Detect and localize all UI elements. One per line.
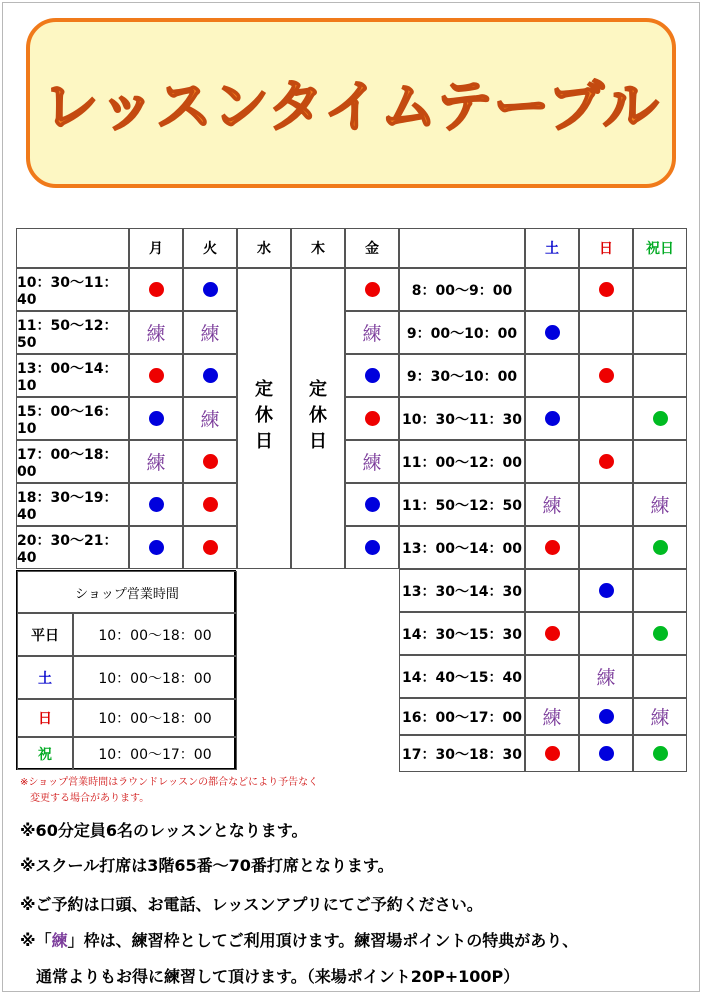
shop-day-label: 日 xyxy=(17,699,73,737)
weekday-slot-cell xyxy=(183,483,237,526)
red-dot-icon xyxy=(599,368,614,383)
header-blank xyxy=(16,228,129,268)
weekend-slot-cell xyxy=(579,569,633,612)
shop-hours-value: 10：00〜18：00 xyxy=(73,613,237,656)
weekend-time-cell: 14：40〜15：40 xyxy=(399,655,525,698)
weekday-slot-cell xyxy=(345,483,399,526)
red-dot-icon xyxy=(203,497,218,512)
shop-day-label: 土 xyxy=(17,656,73,699)
blue-dot-icon xyxy=(365,540,380,555)
closed-label-char: 定 xyxy=(309,379,327,400)
weekday-slot-cell xyxy=(345,526,399,569)
red-dot-icon xyxy=(149,282,164,297)
weekday-slot-cell xyxy=(345,397,399,440)
weekend-slot-cell xyxy=(633,612,687,655)
weekday-time-cell: 13：00〜14：10 xyxy=(16,354,129,397)
green-dot-icon xyxy=(653,626,668,641)
weekend-time-cell: 11：50〜12：50 xyxy=(399,483,525,526)
note-practice xyxy=(20,928,578,951)
practice-mark: 練 xyxy=(146,323,166,345)
weekday-slot-cell xyxy=(345,354,399,397)
note-reservation: ※ご予約は口頭、お電話、レッスンアプリにてご予約ください。 xyxy=(20,895,483,914)
practice-mark: 練 xyxy=(200,323,220,345)
weekday-slot-cell xyxy=(129,268,183,311)
red-dot-icon xyxy=(599,282,614,297)
red-dot-icon xyxy=(545,626,560,641)
closed-thu xyxy=(291,268,345,569)
weekend-time-cell: 14：30〜15：30 xyxy=(399,612,525,655)
weekday-slot-cell xyxy=(345,268,399,311)
weekend-slot-cell xyxy=(579,311,633,354)
header-tue: 火 xyxy=(183,228,237,268)
closed-label-char: 休 xyxy=(309,405,327,426)
weekday-time-cell: 17：00〜18：00 xyxy=(16,440,129,483)
blue-dot-icon xyxy=(149,497,164,512)
shop-hours-value: 10：00〜18：00 xyxy=(73,656,237,699)
weekend-slot-cell xyxy=(633,735,687,772)
practice-mark: 練 xyxy=(362,452,382,474)
weekend-time-cell: 9：30〜10：00 xyxy=(399,354,525,397)
weekend-slot-cell xyxy=(525,569,579,612)
weekend-slot-cell xyxy=(525,440,579,483)
shop-day-label: 祝 xyxy=(17,737,73,770)
weekend-slot-cell xyxy=(633,526,687,569)
closed-label-char: 日 xyxy=(309,431,327,452)
weekend-slot-cell xyxy=(579,268,633,311)
blue-dot-icon xyxy=(599,709,614,724)
weekend-time-cell: 11：00〜12：00 xyxy=(399,440,525,483)
practice-mark: 練 xyxy=(542,707,562,729)
weekend-slot-cell xyxy=(633,268,687,311)
weekend-time-cell: 10：30〜11：30 xyxy=(399,397,525,440)
weekend-slot-cell xyxy=(525,268,579,311)
closed-wed xyxy=(237,268,291,569)
green-dot-icon xyxy=(653,411,668,426)
weekend-slot-cell xyxy=(633,311,687,354)
weekday-time-cell: 15：00〜16：10 xyxy=(16,397,129,440)
practice-mark: 練 xyxy=(362,323,382,345)
blue-dot-icon xyxy=(545,325,560,340)
header-sat: 土 xyxy=(525,228,579,268)
blue-dot-icon xyxy=(149,411,164,426)
page-title: レッスンタイムテーブル xyxy=(42,75,660,140)
blue-dot-icon xyxy=(599,583,614,598)
note-practice-prefix: ※「 xyxy=(20,931,52,950)
weekday-slot-cell xyxy=(129,526,183,569)
weekday-slot-cell xyxy=(183,440,237,483)
shop-day-label: 平日 xyxy=(17,613,73,656)
weekend-time-cell: 8：00〜9：00 xyxy=(399,268,525,311)
weekend-slot-cell xyxy=(633,440,687,483)
weekend-slot-cell xyxy=(579,735,633,772)
header-sun: 日 xyxy=(579,228,633,268)
practice-mark: 練 xyxy=(596,667,616,689)
weekday-slot-cell xyxy=(129,311,183,354)
weekend-slot-cell xyxy=(633,397,687,440)
weekend-slot-cell xyxy=(525,483,579,526)
title-banner xyxy=(26,18,676,188)
weekday-slot-cell xyxy=(183,311,237,354)
red-dot-icon xyxy=(149,368,164,383)
weekend-slot-cell xyxy=(579,354,633,397)
weekday-time-cell: 18：30〜19：40 xyxy=(16,483,129,526)
weekend-time-cell: 16：00〜17：00 xyxy=(399,698,525,735)
header-fri: 金 xyxy=(345,228,399,268)
header-mon: 月 xyxy=(129,228,183,268)
green-dot-icon xyxy=(653,540,668,555)
weekend-time-cell: 17：30〜18：30 xyxy=(399,735,525,772)
weekend-slot-cell xyxy=(633,354,687,397)
weekend-slot-cell xyxy=(579,655,633,698)
shop-hours-table xyxy=(16,570,236,770)
note-capacity: ※60分定員6名のレッスンとなります。 xyxy=(20,821,308,840)
weekend-slot-cell xyxy=(579,440,633,483)
weekday-slot-cell xyxy=(183,526,237,569)
blue-dot-icon xyxy=(203,368,218,383)
shop-hours-value: 10：00〜17：00 xyxy=(73,737,237,770)
blue-dot-icon xyxy=(149,540,164,555)
weekend-slot-cell xyxy=(525,354,579,397)
red-dot-icon xyxy=(545,746,560,761)
blue-dot-icon xyxy=(599,746,614,761)
weekend-slot-cell xyxy=(525,698,579,735)
weekend-slot-cell xyxy=(525,612,579,655)
red-dot-icon xyxy=(203,454,218,469)
weekend-slot-cell xyxy=(579,483,633,526)
weekend-slot-cell xyxy=(633,655,687,698)
weekend-slot-cell xyxy=(525,655,579,698)
closed-label-char: 日 xyxy=(255,431,273,452)
red-dot-icon xyxy=(365,282,380,297)
weekend-slot-cell xyxy=(633,698,687,735)
weekend-time-cell: 13：00〜14：00 xyxy=(399,526,525,569)
blue-dot-icon xyxy=(545,411,560,426)
weekday-slot-cell xyxy=(183,354,237,397)
header-wed: 水 xyxy=(237,228,291,268)
weekday-slot-cell xyxy=(129,397,183,440)
note-practice-suffix: 」枠は、練習枠としてご利用頂けます。練習場ポイントの特典があり、 xyxy=(67,931,579,950)
weekend-time-cell: 13：30〜14：30 xyxy=(399,569,525,612)
weekday-slot-cell xyxy=(183,397,237,440)
weekday-time-cell: 11：50〜12：50 xyxy=(16,311,129,354)
note-practice-line-2: 通常よりもお得に練習して頂けます。（来場ポイント20P+100P） xyxy=(20,967,520,986)
weekend-slot-cell xyxy=(525,526,579,569)
red-dot-icon xyxy=(545,540,560,555)
weekend-slot-cell xyxy=(579,612,633,655)
weekend-slot-cell xyxy=(579,526,633,569)
weekday-slot-cell xyxy=(129,440,183,483)
header-thu: 木 xyxy=(291,228,345,268)
note-booth: ※スクール打席は3階65番〜70番打席となります。 xyxy=(20,856,394,875)
closed-label-char: 休 xyxy=(255,405,273,426)
weekday-slot-cell xyxy=(345,311,399,354)
header-blank-2 xyxy=(399,228,525,268)
weekday-slot-cell xyxy=(129,483,183,526)
practice-mark: 練 xyxy=(542,495,562,517)
weekend-slot-cell xyxy=(525,735,579,772)
green-dot-icon xyxy=(653,746,668,761)
weekend-slot-cell xyxy=(525,311,579,354)
weekday-slot-cell xyxy=(183,268,237,311)
shop-note-line-1: ※ショップ営業時間はラウンドレッスンの都合などにより予告なく xyxy=(20,777,319,788)
red-dot-icon xyxy=(203,540,218,555)
red-dot-icon xyxy=(365,411,380,426)
header-holiday: 祝日 xyxy=(633,228,687,268)
practice-mark: 練 xyxy=(650,495,670,517)
practice-mark: 練 xyxy=(650,707,670,729)
blue-dot-icon xyxy=(365,368,380,383)
shop-hours-title: ショップ営業時間 xyxy=(17,571,237,613)
weekend-time-cell: 9：00〜10：00 xyxy=(399,311,525,354)
weekday-time-cell: 20：30〜21：40 xyxy=(16,526,129,569)
red-dot-icon xyxy=(599,454,614,469)
blue-dot-icon xyxy=(365,497,380,512)
shop-note-line-2: 変更する場合があります。 xyxy=(20,793,150,804)
weekday-slot-cell xyxy=(129,354,183,397)
weekend-slot-cell xyxy=(633,569,687,612)
note-practice-ren: 練 xyxy=(51,931,68,950)
shop-hours-value: 10：00〜18：00 xyxy=(73,699,237,737)
closed-label-char: 定 xyxy=(255,379,273,400)
weekend-slot-cell xyxy=(579,698,633,735)
weekend-slot-cell xyxy=(525,397,579,440)
practice-mark: 練 xyxy=(200,409,220,431)
weekend-slot-cell xyxy=(633,483,687,526)
blue-dot-icon xyxy=(203,282,218,297)
practice-mark: 練 xyxy=(146,452,166,474)
weekday-slot-cell xyxy=(345,440,399,483)
weekday-time-cell: 10：30〜11：40 xyxy=(16,268,129,311)
weekend-slot-cell xyxy=(579,397,633,440)
